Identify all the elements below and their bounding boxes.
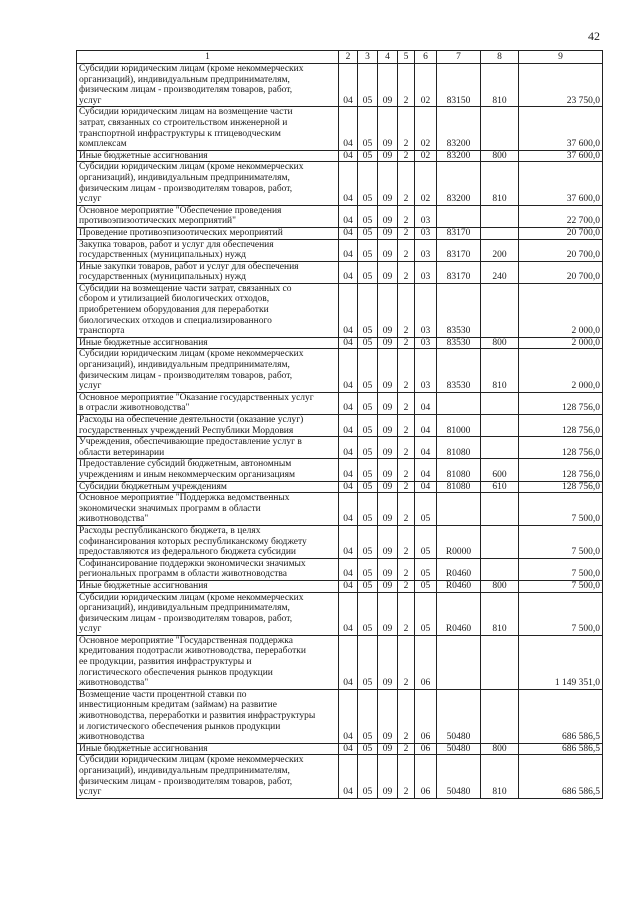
event-code: 06 — [415, 743, 437, 755]
program-code: 09 — [378, 337, 398, 349]
event-code: 03 — [415, 283, 437, 337]
subsection-code: 05 — [358, 392, 378, 414]
row-description: Расходы республиканского бюджета, в целях софинансирования которых республиканскому бюджету предоставляются из федерального бюджета субсидии — [77, 525, 339, 558]
row-description: Основное мероприятие "Поддержка ведомственных экономически значимых программ в области животноводства" — [77, 493, 339, 526]
expense-type-code: 810 — [481, 592, 519, 635]
direction-code: 83150 — [437, 64, 481, 107]
expense-type-code — [481, 525, 519, 558]
subsection-code: 05 — [358, 592, 378, 635]
section-code: 04 — [339, 64, 358, 107]
event-code: 04 — [415, 437, 437, 459]
expense-type-code: 800 — [481, 580, 519, 592]
subprogram-code: 2 — [398, 493, 415, 526]
section-code: 04 — [339, 392, 358, 414]
direction-code: 81000 — [437, 415, 481, 437]
program-code: 09 — [378, 755, 398, 798]
expense-type-code: 810 — [481, 349, 519, 392]
row-description: Расходы на обеспечение деятельности (оказание услуг) государственных учреждений Республики Мордовия — [77, 415, 339, 437]
expense-type-code: 810 — [481, 64, 519, 107]
expense-type-code: 800 — [481, 337, 519, 349]
row-description: Субсидии юридическим лицам на возмещение части затрат, связанных со строительством инженерной и транспортной инфраструктуры к птицеводческим комплексам — [77, 107, 339, 150]
direction-code: 83530 — [437, 283, 481, 337]
direction-code: 50480 — [437, 743, 481, 755]
column-header: 7 — [437, 51, 481, 64]
event-code: 03 — [415, 261, 437, 283]
row-description: Иные бюджетные ассигнования — [77, 337, 339, 349]
direction-code — [437, 205, 481, 227]
subsection-code: 05 — [358, 205, 378, 227]
program-code: 09 — [378, 525, 398, 558]
event-code: 05 — [415, 558, 437, 580]
direction-code: 83200 — [437, 150, 481, 162]
event-code: 03 — [415, 227, 437, 239]
table-row — [77, 261, 603, 283]
subprogram-code: 2 — [398, 261, 415, 283]
table-row — [77, 64, 603, 107]
expense-type-code: 200 — [481, 239, 519, 261]
page-number: 42 — [588, 29, 600, 43]
direction-code: R0460 — [437, 580, 481, 592]
event-code: 05 — [415, 493, 437, 526]
expense-type-code: 240 — [481, 261, 519, 283]
expense-type-code — [481, 493, 519, 526]
subsection-code: 05 — [358, 150, 378, 162]
row-amount: 23 750,0 — [519, 64, 603, 107]
event-code: 05 — [415, 592, 437, 635]
event-code: 06 — [415, 635, 437, 689]
subprogram-code: 2 — [398, 592, 415, 635]
expense-type-code — [481, 392, 519, 414]
subsection-code: 05 — [358, 107, 378, 150]
table-row — [77, 755, 603, 798]
column-header: 5 — [398, 51, 415, 64]
row-amount: 686 586,5 — [519, 689, 603, 743]
subsection-code: 05 — [358, 558, 378, 580]
subsection-code: 05 — [358, 689, 378, 743]
event-code: 02 — [415, 64, 437, 107]
expense-type-code: 810 — [481, 755, 519, 798]
column-header: 9 — [519, 51, 603, 64]
subprogram-code: 2 — [398, 437, 415, 459]
row-amount: 128 756,0 — [519, 392, 603, 414]
program-code: 09 — [378, 558, 398, 580]
subsection-code: 05 — [358, 743, 378, 755]
direction-code: 81080 — [437, 437, 481, 459]
direction-code: 83170 — [437, 227, 481, 239]
program-code: 09 — [378, 150, 398, 162]
event-code: 02 — [415, 162, 437, 205]
direction-code: 50480 — [437, 755, 481, 798]
section-code: 04 — [339, 755, 358, 798]
subprogram-code: 2 — [398, 558, 415, 580]
event-code: 04 — [415, 392, 437, 414]
expense-type-code — [481, 437, 519, 459]
row-description: Субсидии юридическим лицам (кроме некоммерческих организаций), индивидуальным предпринимателям, физическим лицам - производителям товаров, работ, услуг — [77, 755, 339, 798]
section-code: 04 — [339, 437, 358, 459]
table-row — [77, 437, 603, 459]
subsection-code: 05 — [358, 337, 378, 349]
expense-type-code — [481, 107, 519, 150]
row-amount: 7 500,0 — [519, 592, 603, 635]
table-row — [77, 162, 603, 205]
event-code: 04 — [415, 415, 437, 437]
subprogram-code: 2 — [398, 64, 415, 107]
row-amount: 128 756,0 — [519, 481, 603, 493]
direction-code: 81080 — [437, 481, 481, 493]
expense-type-code — [481, 635, 519, 689]
table-row — [77, 635, 603, 689]
section-code: 04 — [339, 635, 358, 689]
row-description: Субсидии юридическим лицам (кроме некоммерческих организаций), индивидуальным предпринимателям, физическим лицам - производителям товаров, работ, услуг — [77, 64, 339, 107]
row-amount: 128 756,0 — [519, 437, 603, 459]
subprogram-code: 2 — [398, 580, 415, 592]
table-row — [77, 205, 603, 227]
direction-code: 83200 — [437, 107, 481, 150]
subsection-code: 05 — [358, 635, 378, 689]
subsection-code: 05 — [358, 437, 378, 459]
table-row — [77, 349, 603, 392]
direction-code: 83170 — [437, 261, 481, 283]
table-row — [77, 580, 603, 592]
row-description: Основное мероприятие "Обеспечение проведения противоэпизоотических мероприятий" — [77, 205, 339, 227]
section-code: 04 — [339, 415, 358, 437]
row-amount: 7 500,0 — [519, 580, 603, 592]
table-row — [77, 415, 603, 437]
section-code: 04 — [339, 481, 358, 493]
program-code: 09 — [378, 580, 398, 592]
subprogram-code: 2 — [398, 239, 415, 261]
row-description: Иные бюджетные ассигнования — [77, 743, 339, 755]
expense-type-code — [481, 227, 519, 239]
row-description: Иные бюджетные ассигнования — [77, 150, 339, 162]
section-code: 04 — [339, 205, 358, 227]
row-description: Субсидии юридическим лицам (кроме некоммерческих организаций), индивидуальным предпринимателям, физическим лицам - производителям товаров, работ, услуг — [77, 592, 339, 635]
row-description: Субсидии юридическим лицам (кроме некоммерческих организаций), индивидуальным предпринимателям, физическим лицам - производителям товаров, работ, услуг — [77, 349, 339, 392]
row-amount: 37 600,0 — [519, 107, 603, 150]
direction-code — [437, 493, 481, 526]
row-amount: 686 586,5 — [519, 755, 603, 798]
table-row — [77, 239, 603, 261]
column-header: 6 — [415, 51, 437, 64]
section-code: 04 — [339, 261, 358, 283]
program-code: 09 — [378, 64, 398, 107]
table-row — [77, 459, 603, 481]
program-code: 09 — [378, 205, 398, 227]
budget-table — [76, 50, 603, 799]
event-code: 06 — [415, 755, 437, 798]
expense-type-code: 800 — [481, 150, 519, 162]
row-amount: 7 500,0 — [519, 558, 603, 580]
section-code: 04 — [339, 689, 358, 743]
direction-code: 83530 — [437, 349, 481, 392]
direction-code: 81080 — [437, 459, 481, 481]
section-code: 04 — [339, 349, 358, 392]
program-code: 09 — [378, 635, 398, 689]
subsection-code: 05 — [358, 481, 378, 493]
program-code: 09 — [378, 481, 398, 493]
table-row — [77, 481, 603, 493]
subprogram-code: 2 — [398, 392, 415, 414]
subsection-code: 05 — [358, 525, 378, 558]
program-code: 09 — [378, 261, 398, 283]
subsection-code: 05 — [358, 261, 378, 283]
row-description: Основное мероприятие "Оказание государственных услуг в отрасли животноводства" — [77, 392, 339, 414]
program-code: 09 — [378, 239, 398, 261]
row-description: Иные закупки товаров, работ и услуг для обеспечения государственных (муниципальных) нужд — [77, 261, 339, 283]
program-code: 09 — [378, 689, 398, 743]
table-row — [77, 558, 603, 580]
section-code: 04 — [339, 558, 358, 580]
subsection-code: 05 — [358, 349, 378, 392]
column-header: 8 — [481, 51, 519, 64]
table-row — [77, 150, 603, 162]
expense-type-code — [481, 415, 519, 437]
subsection-code: 05 — [358, 283, 378, 337]
program-code: 09 — [378, 592, 398, 635]
direction-code: 83170 — [437, 239, 481, 261]
direction-code: R0000 — [437, 525, 481, 558]
event-code: 03 — [415, 337, 437, 349]
event-code: 06 — [415, 689, 437, 743]
event-code: 03 — [415, 349, 437, 392]
expense-type-code — [481, 283, 519, 337]
subprogram-code: 2 — [398, 162, 415, 205]
row-amount: 37 600,0 — [519, 162, 603, 205]
section-code: 04 — [339, 493, 358, 526]
expense-type-code: 800 — [481, 743, 519, 755]
expense-type-code: 810 — [481, 162, 519, 205]
row-description: Субсидии бюджетным учреждениям — [77, 481, 339, 493]
subsection-code: 05 — [358, 580, 378, 592]
subprogram-code: 2 — [398, 337, 415, 349]
section-code: 04 — [339, 459, 358, 481]
table-body — [77, 64, 603, 799]
row-description: Проведение противоэпизоотических мероприятий — [77, 227, 339, 239]
column-header: 3 — [358, 51, 378, 64]
event-code: 02 — [415, 150, 437, 162]
expense-type-code — [481, 205, 519, 227]
row-amount: 20 700,0 — [519, 239, 603, 261]
subprogram-code: 2 — [398, 459, 415, 481]
row-amount: 2 000,0 — [519, 337, 603, 349]
row-amount: 128 756,0 — [519, 415, 603, 437]
table-row — [77, 283, 603, 337]
row-amount: 20 700,0 — [519, 261, 603, 283]
program-code: 09 — [378, 162, 398, 205]
program-code: 09 — [378, 459, 398, 481]
section-code: 04 — [339, 743, 358, 755]
direction-code: 50480 — [437, 689, 481, 743]
event-code: 05 — [415, 525, 437, 558]
section-code: 04 — [339, 580, 358, 592]
section-code: 04 — [339, 107, 358, 150]
subsection-code: 05 — [358, 64, 378, 107]
row-description: Софинансирование поддержки экономически значимых региональных программ в области животноводства — [77, 558, 339, 580]
column-header: 2 — [339, 51, 358, 64]
direction-code: R0460 — [437, 592, 481, 635]
expense-type-code: 600 — [481, 459, 519, 481]
expense-type-code — [481, 689, 519, 743]
subsection-code: 05 — [358, 493, 378, 526]
subsection-code: 05 — [358, 162, 378, 205]
row-amount: 7 500,0 — [519, 493, 603, 526]
program-code: 09 — [378, 437, 398, 459]
subsection-code: 05 — [358, 755, 378, 798]
program-code: 09 — [378, 227, 398, 239]
row-amount: 2 000,0 — [519, 283, 603, 337]
row-amount: 37 600,0 — [519, 150, 603, 162]
subprogram-code: 2 — [398, 481, 415, 493]
expense-type-code — [481, 558, 519, 580]
table-row — [77, 107, 603, 150]
table-row — [77, 743, 603, 755]
row-description: Иные бюджетные ассигнования — [77, 580, 339, 592]
row-amount: 7 500,0 — [519, 525, 603, 558]
event-code: 04 — [415, 481, 437, 493]
section-code: 04 — [339, 239, 358, 261]
subprogram-code: 2 — [398, 349, 415, 392]
subsection-code: 05 — [358, 415, 378, 437]
subprogram-code: 2 — [398, 150, 415, 162]
subprogram-code: 2 — [398, 227, 415, 239]
row-description: Субсидии на возмещение части затрат, связанных со сбором и утилизацией биологических отходов, приобретением оборудования для переработки биологических отходов и специализированного транспорта — [77, 283, 339, 337]
row-description: Закупка товаров, работ и услуг для обеспечения государственных (муниципальных) нужд — [77, 239, 339, 261]
event-code: 05 — [415, 580, 437, 592]
direction-code — [437, 392, 481, 414]
subprogram-code: 2 — [398, 205, 415, 227]
program-code: 09 — [378, 349, 398, 392]
row-amount: 1 149 351,0 — [519, 635, 603, 689]
program-code: 09 — [378, 415, 398, 437]
table-row — [77, 592, 603, 635]
section-code: 04 — [339, 150, 358, 162]
table-row — [77, 227, 603, 239]
row-description: Возмещение части процентной ставки по инвестиционным кредитам (займам) на развитие животноводства, переработки и развития инфраструктуры и логистического обеспечения рынков продукции животноводства — [77, 689, 339, 743]
subprogram-code: 2 — [398, 689, 415, 743]
row-description: Учреждения, обеспечивающие предоставление услуг в области ветеринарии — [77, 437, 339, 459]
subprogram-code: 2 — [398, 743, 415, 755]
row-amount: 128 756,0 — [519, 459, 603, 481]
subprogram-code: 2 — [398, 415, 415, 437]
section-code: 04 — [339, 525, 358, 558]
event-code: 02 — [415, 107, 437, 150]
expense-type-code: 610 — [481, 481, 519, 493]
program-code: 09 — [378, 392, 398, 414]
subprogram-code: 2 — [398, 107, 415, 150]
row-description: Основное мероприятие "Государственная поддержка кредитования подотрасли животноводства, переработки ее продукции, развития инфраструктуры и логистического обеспечения рынков продукции животноводства" — [77, 635, 339, 689]
column-header: 1 — [77, 51, 339, 64]
direction-code: R0460 — [437, 558, 481, 580]
direction-code: 83200 — [437, 162, 481, 205]
row-description: Субсидии юридическим лицам (кроме некоммерческих организаций), индивидуальным предпринимателям, физическим лицам - производителям товаров, работ, услуг — [77, 162, 339, 205]
subprogram-code: 2 — [398, 635, 415, 689]
program-code: 09 — [378, 283, 398, 337]
section-code: 04 — [339, 162, 358, 205]
table-row — [77, 493, 603, 526]
table-row — [77, 689, 603, 743]
row-description: Предоставление субсидий бюджетным, автономным учреждениям и иным некоммерческим организациям — [77, 459, 339, 481]
program-code: 09 — [378, 743, 398, 755]
subsection-code: 05 — [358, 227, 378, 239]
table-row — [77, 525, 603, 558]
section-code: 04 — [339, 337, 358, 349]
section-code: 04 — [339, 592, 358, 635]
section-code: 04 — [339, 283, 358, 337]
table-row — [77, 392, 603, 414]
event-code: 03 — [415, 239, 437, 261]
program-code: 09 — [378, 107, 398, 150]
column-header: 4 — [378, 51, 398, 64]
event-code: 04 — [415, 459, 437, 481]
program-code: 09 — [378, 493, 398, 526]
section-code: 04 — [339, 227, 358, 239]
subsection-code: 05 — [358, 239, 378, 261]
direction-code — [437, 635, 481, 689]
direction-code: 83530 — [437, 337, 481, 349]
subprogram-code: 2 — [398, 755, 415, 798]
event-code: 03 — [415, 205, 437, 227]
row-amount: 2 000,0 — [519, 349, 603, 392]
table-row — [77, 337, 603, 349]
subprogram-code: 2 — [398, 525, 415, 558]
row-amount: 20 700,0 — [519, 227, 603, 239]
subprogram-code: 2 — [398, 283, 415, 337]
row-amount: 22 700,0 — [519, 205, 603, 227]
table-header-row — [77, 51, 603, 64]
row-amount: 686 586,5 — [519, 743, 603, 755]
subsection-code: 05 — [358, 459, 378, 481]
